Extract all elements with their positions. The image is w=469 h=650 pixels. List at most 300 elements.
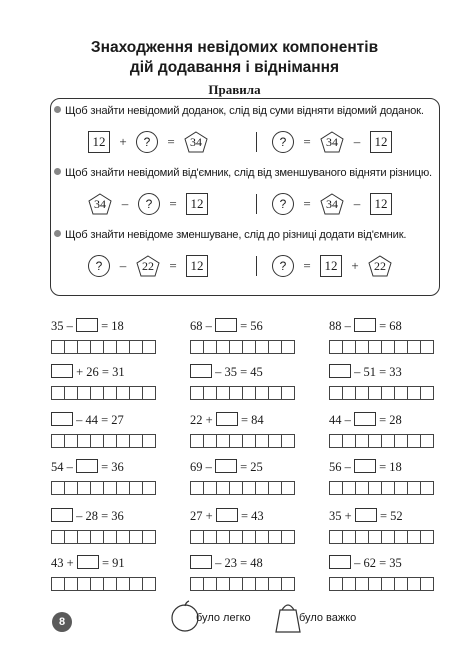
grid-cell[interactable] (268, 577, 282, 591)
number-box: 12 (186, 193, 208, 215)
rule-sentence: Щоб знайти невідомий від'ємник, слід від зменшуваного відняти різницю. (65, 167, 432, 179)
equation-left: 35 – (51, 319, 73, 333)
grid-cell[interactable] (355, 577, 369, 591)
grid-cell[interactable] (268, 434, 282, 448)
grid-cell[interactable] (51, 577, 65, 591)
grid-cell[interactable] (51, 434, 65, 448)
grid-cell[interactable] (103, 386, 117, 400)
answer-grid[interactable] (51, 481, 155, 495)
answer-blank[interactable] (215, 318, 237, 332)
answer-grid[interactable] (190, 577, 294, 591)
exercise-equation (190, 459, 263, 475)
equation-left: 44 – (329, 413, 351, 427)
grid-cell[interactable] (103, 577, 117, 591)
exercise (51, 318, 171, 358)
grid-cell[interactable] (203, 434, 217, 448)
grid-cell[interactable] (216, 340, 230, 354)
grid-cell[interactable] (129, 530, 143, 544)
grid-cell[interactable] (64, 530, 78, 544)
grid-cell[interactable] (407, 434, 421, 448)
grid-cell[interactable] (381, 434, 395, 448)
grid-cell[interactable] (381, 530, 395, 544)
number-box: 12 (370, 193, 392, 215)
grid-cell[interactable] (190, 386, 204, 400)
grid-cell[interactable] (142, 530, 156, 544)
grid-cell[interactable] (64, 577, 78, 591)
page-title (0, 38, 469, 78)
answer-blank[interactable] (51, 508, 73, 522)
exercise (51, 412, 171, 452)
exercise-equation (329, 459, 402, 475)
equation-left: 88 – (329, 319, 351, 333)
pentagon-value: 34 (326, 135, 338, 149)
exercise (190, 364, 310, 404)
grid-cell[interactable] (420, 530, 434, 544)
answer-grid[interactable] (329, 434, 433, 448)
answer-grid[interactable] (190, 434, 294, 448)
grid-cell[interactable] (329, 530, 343, 544)
grid-cell[interactable] (216, 577, 230, 591)
exercise-equation (329, 364, 402, 380)
grid-cell[interactable] (381, 577, 395, 591)
grid-cell[interactable] (407, 386, 421, 400)
grid-cell[interactable] (116, 434, 130, 448)
grid-cell[interactable] (381, 386, 395, 400)
answer-grid[interactable] (190, 340, 294, 354)
equation-right: – 51 = 33 (354, 365, 402, 379)
grid-cell[interactable] (116, 481, 130, 495)
grid-cell[interactable] (329, 386, 343, 400)
number-box: 12 (370, 131, 392, 153)
grid-cell[interactable] (242, 481, 256, 495)
answer-grid[interactable] (51, 434, 155, 448)
unknown-circle: ? (88, 255, 110, 277)
answer-blank[interactable] (190, 364, 212, 378)
grid-cell[interactable] (229, 386, 243, 400)
equation-right: – 23 = 48 (215, 556, 263, 570)
unknown-circle: ? (272, 131, 294, 153)
exercise-equation (329, 318, 402, 334)
pentagon-number (320, 193, 344, 215)
pentagon-value: 34 (94, 197, 106, 211)
grid-cell[interactable] (129, 340, 143, 354)
grid-cell[interactable] (64, 386, 78, 400)
exercise-equation (51, 508, 124, 524)
grid-cell[interactable] (77, 530, 91, 544)
grid-cell[interactable] (229, 434, 243, 448)
rule-text (54, 105, 424, 117)
grid-cell[interactable] (77, 481, 91, 495)
grid-cell[interactable] (420, 481, 434, 495)
grid-cell[interactable] (190, 577, 204, 591)
grid-cell[interactable] (342, 386, 356, 400)
equation-left: 56 – (329, 460, 351, 474)
grid-cell[interactable] (342, 481, 356, 495)
pentagon-number (136, 255, 160, 277)
equation-left: 68 – (190, 319, 212, 333)
grid-cell[interactable] (216, 386, 230, 400)
grid-cell[interactable] (268, 340, 282, 354)
exercise-equation (190, 318, 263, 334)
grid-cell[interactable] (116, 386, 130, 400)
answer-blank[interactable] (354, 459, 376, 473)
grid-cell[interactable] (129, 481, 143, 495)
grid-cell[interactable] (355, 386, 369, 400)
grid-cell[interactable] (77, 386, 91, 400)
number-box: 12 (186, 255, 208, 277)
grid-cell[interactable] (216, 434, 230, 448)
grid-cell[interactable] (329, 481, 343, 495)
page-number: 8 (52, 612, 72, 632)
answer-blank[interactable] (51, 412, 73, 426)
grid-cell[interactable] (368, 386, 382, 400)
equation-right: = 25 (240, 460, 263, 474)
grid-cell[interactable] (420, 340, 434, 354)
answer-blank[interactable] (76, 459, 98, 473)
exercise-equation (190, 412, 264, 428)
grid-cell[interactable] (64, 481, 78, 495)
answer-grid[interactable] (190, 386, 294, 400)
grid-cell[interactable] (255, 577, 269, 591)
operator: = (303, 258, 311, 273)
grid-cell[interactable] (229, 577, 243, 591)
exercise (329, 412, 449, 452)
title-line-2: дій додавання і віднімання (129, 59, 340, 76)
grid-cell[interactable] (281, 530, 295, 544)
operator: = (169, 196, 177, 211)
exercise-equation (51, 364, 125, 380)
grid-cell[interactable] (90, 530, 104, 544)
grid-cell[interactable] (281, 434, 295, 448)
answer-grid[interactable] (329, 577, 433, 591)
grid-cell[interactable] (394, 340, 408, 354)
grid-cell[interactable] (420, 386, 434, 400)
grid-cell[interactable] (355, 530, 369, 544)
equation-right: = 36 (101, 460, 124, 474)
grid-cell[interactable] (329, 434, 343, 448)
equation-left: 43 + (51, 556, 74, 570)
separator (256, 132, 257, 152)
grid-cell[interactable] (368, 434, 382, 448)
exercise (190, 555, 310, 595)
exercise (329, 364, 449, 404)
bullet-icon (54, 106, 61, 113)
exercise-equation (190, 508, 264, 524)
unknown-circle: ? (272, 255, 294, 277)
equation-right: = 43 (240, 509, 264, 523)
grid-cell[interactable] (281, 340, 295, 354)
grid-cell[interactable] (242, 340, 256, 354)
grid-cell[interactable] (203, 340, 217, 354)
grid-cell[interactable] (229, 530, 243, 544)
grid-cell[interactable] (216, 481, 230, 495)
grid-cell[interactable] (190, 434, 204, 448)
grid-cell[interactable] (355, 481, 369, 495)
grid-cell[interactable] (203, 386, 217, 400)
grid-cell[interactable] (77, 577, 91, 591)
grid-cell[interactable] (90, 434, 104, 448)
rule-text (54, 167, 432, 179)
operator: = (167, 134, 175, 149)
grid-cell[interactable] (242, 386, 256, 400)
equation-right: = 18 (379, 460, 402, 474)
grid-cell[interactable] (203, 577, 217, 591)
grid-cell[interactable] (229, 481, 243, 495)
grid-cell[interactable] (394, 530, 408, 544)
rule-equation (60, 131, 440, 155)
equation-left: 69 – (190, 460, 212, 474)
answer-blank[interactable] (329, 364, 351, 378)
operator: + (119, 134, 127, 149)
answer-grid[interactable] (51, 340, 155, 354)
grid-cell[interactable] (355, 434, 369, 448)
grid-cell[interactable] (407, 340, 421, 354)
grid-cell[interactable] (329, 577, 343, 591)
pentagon-number (320, 131, 344, 153)
grid-cell[interactable] (242, 434, 256, 448)
grid-cell[interactable] (77, 340, 91, 354)
easy-label: було легко (196, 612, 251, 624)
grid-cell[interactable] (268, 530, 282, 544)
grid-cell[interactable] (64, 340, 78, 354)
equation-right: = 91 (101, 556, 125, 570)
exercise-equation (329, 508, 403, 524)
grid-cell[interactable] (51, 386, 65, 400)
answer-blank[interactable] (190, 555, 212, 569)
grid-cell[interactable] (255, 481, 269, 495)
grid-cell[interactable] (77, 434, 91, 448)
grid-cell[interactable] (103, 434, 117, 448)
answer-grid[interactable] (190, 530, 294, 544)
exercise (190, 318, 310, 358)
equation-right: = 28 (379, 413, 402, 427)
grid-cell[interactable] (342, 577, 356, 591)
answer-grid[interactable] (51, 386, 155, 400)
grid-cell[interactable] (242, 577, 256, 591)
operator: = (303, 196, 311, 211)
exercise-equation (329, 555, 402, 571)
grid-cell[interactable] (368, 530, 382, 544)
grid-cell[interactable] (281, 481, 295, 495)
rule-text (54, 229, 406, 241)
unknown-circle: ? (272, 193, 294, 215)
equation-left: 54 – (51, 460, 73, 474)
grid-cell[interactable] (381, 481, 395, 495)
answer-blank[interactable] (329, 555, 351, 569)
equation-left: 27 + (190, 509, 213, 523)
grid-cell[interactable] (420, 434, 434, 448)
separator (256, 256, 257, 276)
grid-cell[interactable] (90, 577, 104, 591)
grid-cell[interactable] (142, 577, 156, 591)
exercise (51, 364, 171, 404)
exercise (329, 318, 449, 358)
exercise (190, 412, 310, 452)
grid-cell[interactable] (116, 340, 130, 354)
grid-cell[interactable] (394, 434, 408, 448)
answer-blank[interactable] (216, 412, 238, 426)
grid-cell[interactable] (268, 481, 282, 495)
grid-cell[interactable] (129, 386, 143, 400)
grid-cell[interactable] (394, 577, 408, 591)
exercise-equation (329, 412, 402, 428)
hard-label: було важко (299, 612, 357, 624)
grid-cell[interactable] (342, 340, 356, 354)
equation-right: – 35 = 45 (215, 365, 263, 379)
grid-cell[interactable] (368, 340, 382, 354)
grid-cell[interactable] (90, 340, 104, 354)
operator: – (353, 134, 361, 149)
equation-right: = 52 (379, 509, 403, 523)
pentagon-value: 22 (142, 259, 154, 273)
operator: + (351, 258, 359, 273)
grid-cell[interactable] (394, 386, 408, 400)
grid-cell[interactable] (242, 530, 256, 544)
operator: = (303, 134, 311, 149)
grid-cell[interactable] (90, 481, 104, 495)
unknown-circle: ? (138, 193, 160, 215)
grid-cell[interactable] (255, 530, 269, 544)
answer-blank[interactable] (77, 555, 99, 569)
exercise (51, 508, 171, 548)
answer-blank[interactable] (76, 318, 98, 332)
grid-cell[interactable] (129, 434, 143, 448)
number-box: 12 (88, 131, 110, 153)
operator: – (353, 196, 361, 211)
grid-cell[interactable] (407, 481, 421, 495)
exercise-equation (51, 555, 125, 571)
equation-right: = 68 (379, 319, 402, 333)
equation-right: = 18 (101, 319, 124, 333)
answer-grid[interactable] (329, 530, 433, 544)
operator: – (119, 258, 127, 273)
rule-equation (60, 193, 440, 217)
grid-cell[interactable] (342, 434, 356, 448)
exercise-equation (51, 459, 124, 475)
rules-heading: Правила (208, 82, 261, 97)
unknown-circle: ? (136, 131, 158, 153)
answer-grid[interactable] (51, 530, 155, 544)
title-line-1: Знаходження невідомих компонентів (90, 39, 379, 56)
answer-blank[interactable] (51, 364, 73, 378)
equation-right: – 62 = 35 (354, 556, 402, 570)
bullet-icon (54, 168, 61, 175)
grid-cell[interactable] (142, 340, 156, 354)
pentagon-number (184, 131, 208, 153)
exercise-equation (190, 555, 263, 571)
grid-cell[interactable] (64, 434, 78, 448)
grid-cell[interactable] (203, 481, 217, 495)
grid-cell[interactable] (51, 340, 65, 354)
grid-cell[interactable] (142, 386, 156, 400)
grid-cell[interactable] (103, 481, 117, 495)
grid-cell[interactable] (255, 386, 269, 400)
grid-cell[interactable] (255, 340, 269, 354)
equation-left: 35 + (329, 509, 352, 523)
grid-cell[interactable] (116, 577, 130, 591)
grid-cell[interactable] (229, 340, 243, 354)
grid-cell[interactable] (203, 530, 217, 544)
exercise-equation (190, 364, 263, 380)
grid-cell[interactable] (355, 340, 369, 354)
answer-grid[interactable] (190, 481, 294, 495)
equation-left: 22 + (190, 413, 213, 427)
grid-cell[interactable] (190, 340, 204, 354)
equation-right: = 56 (240, 319, 263, 333)
grid-cell[interactable] (90, 386, 104, 400)
pentagon-value: 34 (190, 135, 202, 149)
answer-blank[interactable] (354, 412, 376, 426)
grid-cell[interactable] (368, 481, 382, 495)
answer-blank[interactable] (215, 459, 237, 473)
grid-cell[interactable] (255, 434, 269, 448)
answer-grid[interactable] (51, 577, 155, 591)
equation-right: = 84 (240, 413, 264, 427)
grid-cell[interactable] (51, 530, 65, 544)
exercise-equation (51, 318, 124, 334)
exercise (51, 555, 171, 595)
rule-equation (60, 255, 440, 279)
grid-cell[interactable] (268, 386, 282, 400)
grid-cell[interactable] (281, 577, 295, 591)
grid-cell[interactable] (190, 530, 204, 544)
equation-right: – 44 = 27 (76, 413, 124, 427)
grid-cell[interactable] (394, 481, 408, 495)
grid-cell[interactable] (142, 434, 156, 448)
grid-cell[interactable] (129, 577, 143, 591)
grid-cell[interactable] (216, 530, 230, 544)
answer-blank[interactable] (354, 318, 376, 332)
exercise (190, 508, 310, 548)
grid-cell[interactable] (381, 340, 395, 354)
equation-right: – 28 = 36 (76, 509, 124, 523)
equation-right: + 26 = 31 (76, 365, 125, 379)
operator: – (121, 196, 129, 211)
exercise-equation (51, 412, 124, 428)
number-box: 12 (320, 255, 342, 277)
grid-cell[interactable] (407, 577, 421, 591)
grid-cell[interactable] (51, 481, 65, 495)
grid-cell[interactable] (342, 530, 356, 544)
exercise (329, 555, 449, 595)
grid-cell[interactable] (281, 386, 295, 400)
grid-cell[interactable] (329, 340, 343, 354)
grid-cell[interactable] (420, 577, 434, 591)
pentagon-number (368, 255, 392, 277)
separator (256, 194, 257, 214)
pentagon-value: 22 (374, 259, 386, 273)
grid-cell[interactable] (103, 340, 117, 354)
bullet-icon (54, 230, 61, 237)
exercise (190, 459, 310, 499)
grid-cell[interactable] (368, 577, 382, 591)
pentagon-value: 34 (326, 197, 338, 211)
answer-grid[interactable] (329, 340, 433, 354)
rule-sentence: Щоб знайти невідомий доданок, слід від суми відняти відомий доданок. (65, 105, 424, 117)
exercise (51, 459, 171, 499)
grid-cell[interactable] (407, 530, 421, 544)
answer-blank[interactable] (355, 508, 377, 522)
pentagon-number (88, 193, 112, 215)
grid-cell[interactable] (103, 530, 117, 544)
answer-grid[interactable] (329, 481, 433, 495)
answer-grid[interactable] (329, 386, 433, 400)
answer-blank[interactable] (216, 508, 238, 522)
grid-cell[interactable] (116, 530, 130, 544)
exercise (329, 508, 449, 548)
grid-cell[interactable] (190, 481, 204, 495)
grid-cell[interactable] (142, 481, 156, 495)
